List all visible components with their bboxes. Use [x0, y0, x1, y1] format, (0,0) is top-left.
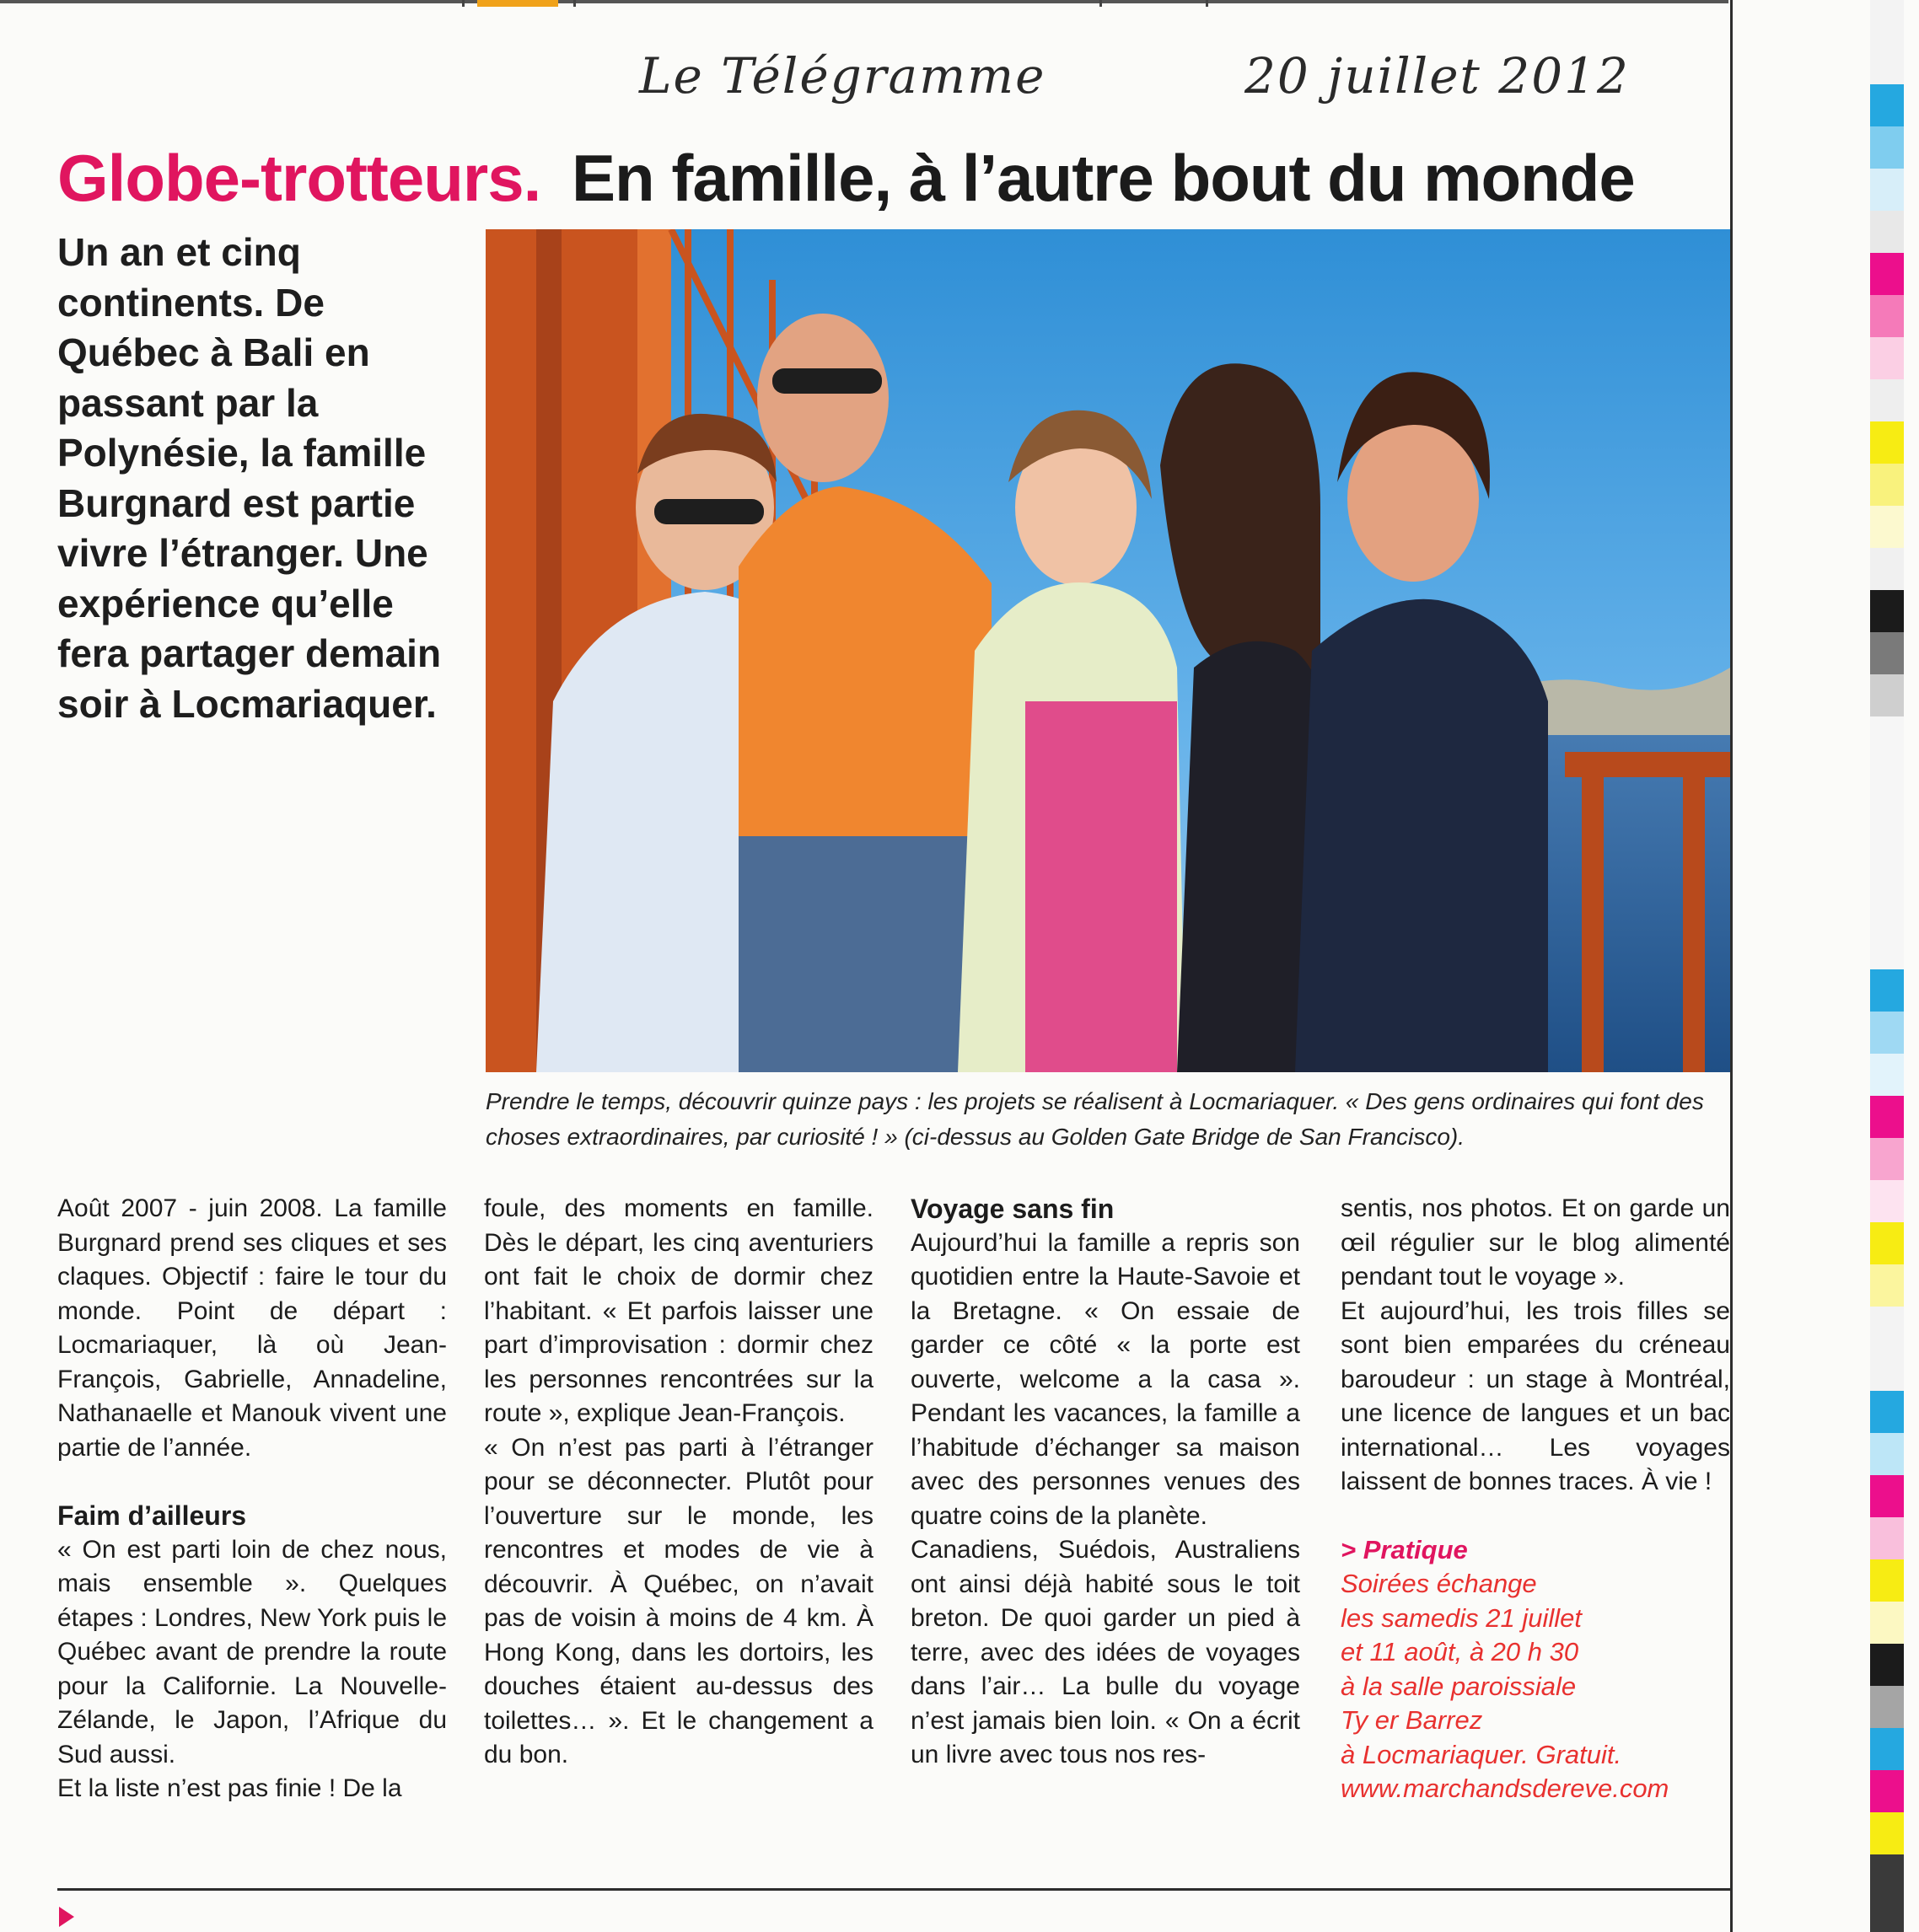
color-calibration-strip: [1870, 0, 1904, 1932]
headline-kicker: Globe-trotteurs.: [57, 141, 541, 215]
body-column-2: [484, 1192, 873, 1773]
top-divider: [573, 0, 576, 7]
pratique-line: à la salle paroissiale: [1341, 1671, 1577, 1701]
pratique-line: à Locmariaquer. Gratuit.: [1341, 1739, 1622, 1769]
top-fragment-bar: [0, 0, 1728, 3]
top-orange-block: [477, 0, 558, 7]
col3-paragraph-2: Canadiens, Suédois, Australiens ont ainsi déjà habité sous le toit breton. De quoi garder un pied à terre, avec des idées de voyages dans l’air… La bulle du voyage n’est jamais bien loin. « On a écrit un livre avec tous nos res-: [911, 1536, 1300, 1768]
handwritten-date: 20 juillet 2012: [1244, 47, 1630, 105]
pratique-website: www.marchandsdereve.com: [1341, 1774, 1669, 1803]
right-column-rule: [1730, 0, 1733, 1932]
col2-paragraph-2: « On n’est pas parti à l’étranger pour se déconnecter. Plutôt pour l’ouverture sur le monde, les rencontres et modes de vie à découvrir. À Québec, on n’avait pas de voisin à moins de 4 km. À Hong Kong, dans les dortoirs, les douches étaient au-dessus des toilettes… ». Et le changement a du bon.: [484, 1433, 873, 1768]
headline-title: En famille, à l’autre bout du monde: [572, 141, 1635, 215]
top-divider: [1099, 0, 1102, 7]
body-column-3: [911, 1192, 1300, 1773]
col1-subheading: Faim d’ailleurs: [57, 1500, 247, 1531]
pratique-line: et 11 août, à 20 h 30: [1341, 1637, 1579, 1666]
col4-paragraph-1: sentis, nos photos. Et on garde un œil régulier sur le blog alimenté pendant tout le voyage ».: [1341, 1194, 1730, 1291]
col1-paragraph-1: Août 2007 - juin 2008. La famille Burgnard prend ses cliques et ses claques. Objectif : faire le tour du monde. Point de départ : Locmariaquer, là où Jean-François, Gabrielle, Annadeline, Nathanaelle et Manouk vivent une partie de l’année.: [57, 1194, 447, 1462]
top-divider: [462, 0, 465, 7]
pratique-line: Soirées échange: [1341, 1569, 1537, 1598]
article-lead: Un an et cinq continents. De Québec à Bali en passant par la Polynésie, la famille Burgnard est partie vivre l’étranger. Une expérience qu’elle fera partager demain soir à Locmariaquer.: [57, 230, 442, 726]
bottom-arrow-icon: [59, 1907, 74, 1927]
pratique-line: Ty er Barrez: [1341, 1705, 1483, 1735]
body-column-1: [57, 1192, 447, 1806]
col2-paragraph-1: foule, des moments en famille. Dès le départ, les cinq aventuriers ont fait le choix de dormir chez l’habitant. « Et parfois laisser une part d’improvisation : dormir chez les personnes rencontrées sur la route », explique Jean-François.: [484, 1194, 873, 1427]
bottom-rule: [57, 1888, 1730, 1891]
top-divider: [1206, 0, 1208, 7]
pratique-heading: > Pratique: [1341, 1534, 1468, 1564]
photo-caption: Prendre le temps, découvrir quinze pays : les projets se réalisent à Locmariaquer. « Des gens ordinaires qui font des choses extraordinaires, par curiosité ! » (ci-dessus au Golden Gate Bridge de San Francisco).: [486, 1088, 1704, 1150]
pratique-line: les samedis 21 juillet: [1341, 1602, 1583, 1633]
col1-paragraph-2: « On est parti loin de chez nous, mais ensemble ». Quelques étapes : Londres, New York puis le Québec avant de prendre la route pour la Californie. La Nouvelle-Zélande, le Japon, l’Afrique du Sud aussi.: [57, 1535, 447, 1768]
col4-paragraph-2: Et aujourd’hui, les trois filles se sont bien emparées du créneau baroudeur : un stage à Montréal, une licence de langues et un bac international… Les voyages laissent de bonnes traces. À vie !: [1341, 1296, 1730, 1495]
col1-paragraph-3: Et la liste n’est pas finie ! De la: [57, 1774, 402, 1802]
col3-paragraph-1: Aujourd’hui la famille a repris son quotidien entre la Haute-Savoie et la Bretagne. « On essaie de garder ce côté « la porte est ouverte, welcome a la casa ». Pendant les vacances, la famille a l’habitude d’échanger sa maison avec des personnes venues des quatre coins de la planète.: [911, 1228, 1300, 1530]
family-photo: [486, 229, 1730, 1072]
body-column-4: [1341, 1192, 1730, 1806]
col3-subheading: Voyage sans fin: [911, 1194, 1115, 1224]
handwritten-source: Le Télégramme: [639, 47, 1046, 105]
